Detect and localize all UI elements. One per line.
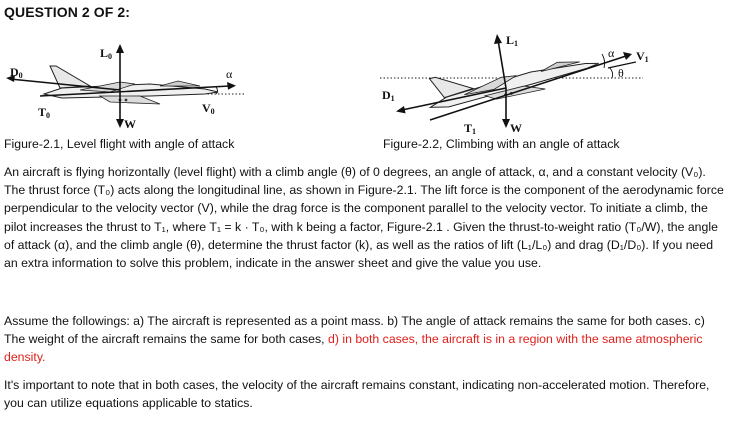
theta-angle-arc — [610, 68, 613, 78]
alpha-label: α — [608, 46, 615, 60]
drag-label: D1 — [382, 88, 395, 103]
question-header: QUESTION 2 OF 2: — [4, 4, 131, 20]
alpha-label: α — [226, 67, 233, 81]
velocity-label: V0 — [202, 101, 215, 116]
theta-label: θ — [618, 66, 624, 80]
alpha-angle-arc — [216, 87, 218, 94]
lift-label: L0 — [100, 46, 113, 61]
figure-2-2-caption: Figure-2.2, Climbing with an angle of attack — [383, 137, 620, 151]
weight-label: W — [124, 117, 136, 131]
note-paragraph: It's important to note that in both cases, the velocity of the aircraft remains constant, indicating non-accelerated motion. Therefore, you can utilize equations applicable to statics. — [4, 378, 710, 411]
figure-2-1-caption: Figure-2.1, Level flight with angle of attack — [4, 137, 235, 151]
lift-label: L1 — [506, 33, 519, 48]
assumption-atmosphere-highlight: d) in both cases, the aircraft is in a region with the same atmospheric density. — [4, 332, 703, 365]
assumptions-text: Assume the followings: a) The aircraft is represented as a point mass. b) The angle of attack remains the same for both cases. c) The weight of the aircraft remains the same for both cases, — [4, 314, 705, 347]
assumptions-paragraph — [4, 312, 729, 367]
problem-statement-paragraph: An aircraft is flying horizontally (level flight) with a climb angle (θ) of 0 degrees, an angle of attack, α, and a constant velocity (V₀). The thrust force (T₀) acts along the longitudinal line, as shown in Figure-2.1. The lift force is the component of the aerodynamic force perpendicular to the velocity vector (V), while the drag force is the component parallel to the velocity vector. To initiate a climb, the pilot increases the thrust to T₁, where T₁ = k · T₀, with k being a factor, Figure-2.1 . Given the thrust-to-weight ratio (T₀/W), the angle of attack (α), and the climb angle (θ), determine the thrust factor (k), as well as the ratios of lift (L₁/L₀) and drag (D₁/D₀). If you need an extra information to solve this problem, indicate in the answer sheet and give the value you use. — [4, 165, 724, 271]
drag-label: D0 — [10, 65, 23, 80]
velocity-label: V1 — [636, 49, 649, 64]
figure-2-2-climbing-flight — [368, 28, 653, 138]
figure-2-1-level-flight — [0, 36, 262, 136]
thrust-label: T0 — [38, 105, 51, 120]
alpha-angle-arc — [602, 54, 605, 68]
weight-label: W — [510, 121, 522, 135]
thrust-label: T1 — [464, 121, 477, 136]
